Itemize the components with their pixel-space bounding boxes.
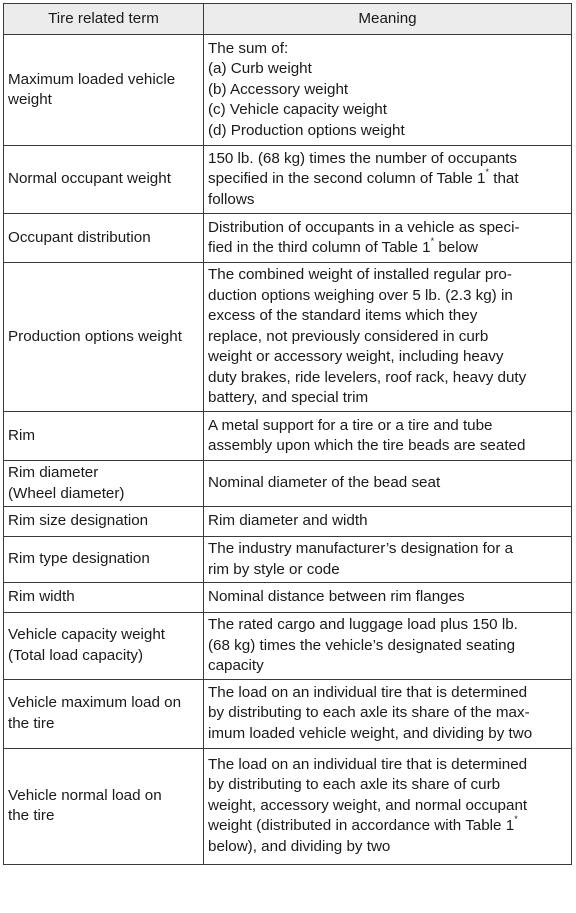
meaning-line: assembly upon which the tire beads are seated [208, 437, 526, 454]
table-body [4, 35, 572, 865]
term-line: Occupant distribution [8, 228, 151, 246]
meaning-line: The combined weight of installed regular pro- [208, 266, 512, 284]
meaning-line: by distributing to each axle its share of curb [208, 776, 501, 794]
table-row [4, 461, 572, 507]
meaning-cell [204, 146, 572, 214]
meaning-line: Nominal diameter of the bead seat [208, 474, 441, 492]
meaning-line: A metal support for a tire or a tire and tube [208, 416, 493, 434]
meaning-line: excess of the standard items which they [208, 307, 478, 325]
meaning-line: fied in the third column of Table 1* below [208, 235, 479, 256]
meaning-cell [204, 679, 572, 748]
header-term: Tire related term [4, 4, 204, 35]
term-line: Production options weight [8, 327, 182, 345]
term-cell [4, 679, 204, 748]
meaning-line: Nominal distance between rim flanges [208, 588, 465, 606]
meaning-cell [204, 412, 572, 461]
term-line: (Total load capacity) [8, 646, 144, 664]
table-header-row [4, 4, 572, 35]
term-line: Rim width [8, 588, 75, 606]
meaning-line: The rated cargo and luggage load plus 150 lb. [208, 616, 518, 633]
term-line: Rim size designation [8, 512, 149, 530]
table-row [4, 214, 572, 263]
term-cell [4, 583, 204, 613]
meaning-line: weight, accessory weight, and normal occupant [208, 796, 528, 814]
term-line: Normal occupant weight [8, 170, 171, 188]
header-meaning: Meaning [204, 4, 572, 35]
term-line: Maximum loaded vehicle [8, 70, 176, 88]
term-cell [4, 613, 204, 680]
term-cell [4, 146, 204, 214]
table-row [4, 583, 572, 613]
meaning-line: The industry manufacturer’s designation for a [208, 540, 514, 557]
term-line: Rim diameter [8, 464, 99, 481]
term-cell [4, 537, 204, 583]
term-line: Rim [8, 426, 35, 444]
term-line: (Wheel diameter) [8, 484, 125, 502]
meaning-cell [204, 537, 572, 583]
meaning-cell [204, 214, 572, 263]
term-cell [4, 507, 204, 537]
table-row [4, 35, 572, 146]
meaning-line: duction options weighing over 5 lb. (2.3 kg) in [208, 286, 513, 304]
meaning-line: duty brakes, ride levelers, roof rack, heavy duty [208, 368, 527, 386]
meaning-line: (b) Accessory weight [208, 80, 349, 98]
meaning-line: 150 lb. (68 kg) times the number of occupants [208, 149, 517, 167]
meaning-line: below), and dividing by two [208, 837, 391, 855]
table-row [4, 613, 572, 680]
meaning-line: (68 kg) times the vehicle’s designated seating [208, 636, 516, 654]
meaning-line: rim by style or code [208, 560, 340, 578]
term-line: Vehicle normal load on [8, 786, 162, 804]
table-row [4, 748, 572, 864]
meaning-line: follows [208, 190, 255, 208]
meaning-line: The sum of: [208, 39, 289, 57]
meaning-line: Distribution of occupants in a vehicle as speci- [208, 218, 520, 236]
meaning-line: (c) Vehicle capacity weight [208, 101, 387, 119]
term-line: weight [8, 91, 52, 108]
meaning-line: specified in the second column of Table 1* that [208, 167, 519, 188]
meaning-line: battery, and special trim [208, 389, 369, 407]
tire-terms-table-container [3, 3, 572, 865]
term-line: Vehicle capacity weight [8, 626, 166, 644]
term-cell [4, 412, 204, 461]
table-row [4, 146, 572, 214]
term-cell [4, 263, 204, 412]
meaning-line: (a) Curb weight [208, 60, 312, 78]
term-cell [4, 461, 204, 507]
meaning-cell [204, 461, 572, 507]
table-row [4, 679, 572, 748]
meaning-line: (d) Production options weight [208, 121, 405, 139]
term-line: Vehicle maximum load on [8, 694, 182, 711]
term-cell [4, 35, 204, 146]
meaning-line: replace, not previously considered in curb [208, 327, 489, 345]
meaning-line: Rim diameter and width [208, 512, 368, 530]
table-row [4, 263, 572, 412]
table-row [4, 537, 572, 583]
term-cell [4, 214, 204, 263]
term-line: the tire [8, 714, 55, 732]
tire-terms-table [3, 3, 572, 865]
meaning-cell [204, 613, 572, 680]
table-row [4, 507, 572, 537]
meaning-cell [204, 583, 572, 613]
meaning-line: weight or accessory weight, including heavy [208, 348, 504, 366]
meaning-cell [204, 748, 572, 864]
meaning-cell [204, 263, 572, 412]
meaning-line: by distributing to each axle its share of the max- [208, 704, 530, 722]
meaning-line: The load on an individual tire that is determined [208, 755, 528, 773]
meaning-line: The load on an individual tire that is determined [208, 683, 528, 701]
meaning-line: weight (distributed in accordance with Table 1* [208, 814, 518, 835]
term-cell [4, 748, 204, 864]
meaning-line: capacity [208, 657, 264, 674]
term-line: the tire [8, 807, 55, 824]
meaning-cell [204, 507, 572, 537]
meaning-line: imum loaded vehicle weight, and dividing by two [208, 724, 533, 742]
meaning-cell [204, 35, 572, 146]
term-line: Rim type designation [8, 550, 150, 568]
table-row [4, 412, 572, 461]
